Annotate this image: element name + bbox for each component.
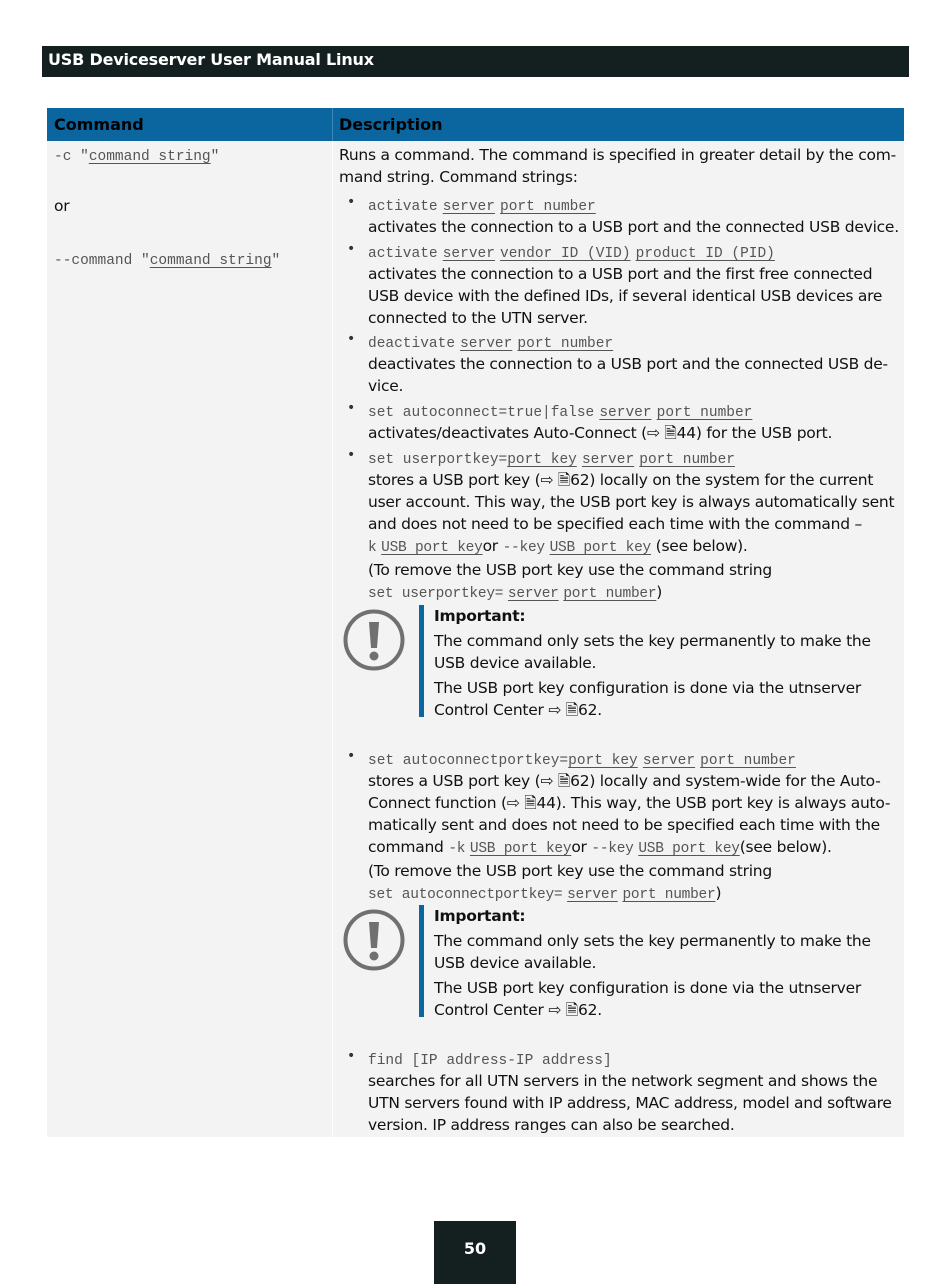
command-keyword: set autoconnectportkey= (368, 887, 563, 903)
page-icon: 🗎 (524, 794, 537, 812)
command-arg: server (567, 887, 618, 903)
page-number: 50 (434, 1221, 516, 1284)
bullet (347, 758, 353, 764)
note-text: The command only sets the key permanently to make the (434, 632, 871, 650)
description-intro-line1: Runs a command. The command is specified in greater detail by the com- (339, 146, 896, 164)
item-text: stores a USB port key ( (368, 772, 541, 790)
command-keyword: find [IP address-IP address] (368, 1053, 612, 1069)
bullet (347, 457, 353, 463)
command-arg: USB port key (381, 540, 483, 556)
note-content (434, 605, 904, 721)
item-text: (see below). (739, 838, 832, 856)
item-description-line: USB device with the defined IDs, if several identical USB devices are (368, 287, 883, 305)
item-text: ) (656, 583, 663, 601)
item-description-line: user account. This way, the USB port key is always automatically sent (368, 493, 895, 511)
note-text: The command only sets the key permanently to make the (434, 932, 871, 950)
page-icon: 🗎 (557, 772, 571, 790)
command-long-prefix: --command " (54, 253, 150, 269)
list-item-set-autoconnectportkey (368, 747, 903, 906)
list-item-deactivate (368, 330, 903, 397)
page-ref-number: 62. (577, 701, 602, 719)
command-short-suffix: " (210, 149, 220, 165)
item-description-line: activates the connection to a USB port and the first free connected (368, 265, 873, 283)
command-arg: port number (700, 753, 796, 769)
command-arg: server (581, 452, 635, 468)
command-arg: port key (568, 753, 638, 769)
note-text: USB device available. (434, 954, 597, 972)
command-arg: product ID (PID) (635, 246, 775, 262)
command-arg: port number (656, 405, 753, 421)
command-arg: port number (500, 199, 596, 215)
item-text: ) locally on the system for the current (589, 471, 874, 489)
item-text: or (482, 537, 498, 555)
note-text: The USB port key configuration is done via the utnserver (434, 979, 861, 997)
note-text: USB device available. (434, 654, 597, 672)
command-arg: vendor ID (VID) (500, 246, 631, 262)
item-text: activates/deactivates Auto-Connect ( (368, 424, 647, 442)
exclamation-circle-icon (343, 609, 405, 671)
page-reference[interactable] (507, 794, 556, 812)
page-reference[interactable] (548, 1001, 602, 1019)
item-description-line: and does not need to be specified each time with the command – (368, 515, 863, 533)
command-keyword: set autoconnect=true|false (368, 405, 595, 421)
page-icon: 🗎 (664, 424, 677, 442)
column-header-command: Command (54, 115, 144, 134)
page-ref-number: 62 (570, 471, 590, 489)
command-arg: port number (622, 887, 716, 903)
item-description-line: searches for all UTN servers in the network segment and shows the (368, 1072, 878, 1090)
note-text: The USB port key configuration is done via the utnserver (434, 679, 861, 697)
hollow-right-arrow-icon: ⇨ (548, 701, 562, 719)
item-text: ) locally and system-wide for the Auto- (589, 772, 881, 790)
list-item-activate-vid-pid (368, 240, 903, 329)
command-keyword: activate (368, 199, 438, 215)
note-content (434, 905, 904, 1021)
command-short-prefix: -c " (54, 149, 89, 165)
table-header-row (47, 108, 904, 141)
note-accent-bar (419, 605, 424, 717)
command-arg: server (442, 199, 495, 215)
page-ref-number: 44 (536, 794, 556, 812)
or-label: or (54, 197, 70, 215)
command-arg: port number (517, 336, 614, 352)
command-arg: USB port key (549, 540, 651, 556)
page-header: USB Deviceserver User Manual Linux (42, 46, 909, 77)
note-accent-bar (419, 905, 424, 1017)
note-text: Control Center (434, 701, 544, 719)
page-reference[interactable] (647, 424, 696, 442)
command-arg: port key (507, 452, 577, 468)
item-description-line: deactivates the connection to a USB port and the connected USB de- (368, 355, 888, 373)
page-ref-number: 44 (676, 424, 696, 442)
item-text: command (368, 838, 444, 856)
command-arg: USB port key (638, 841, 740, 857)
item-text: ) (715, 884, 722, 902)
command-arg: server (507, 586, 559, 602)
item-description-line: (To remove the USB port key use the command string (368, 561, 772, 579)
bullet (347, 1058, 353, 1064)
command-keyword: deactivate (368, 336, 456, 352)
command-flag: -k (448, 841, 466, 857)
page-ref-number: 62 (570, 772, 590, 790)
page-icon: 🗎 (565, 701, 578, 719)
item-text: Connect function ( (368, 794, 507, 812)
bullet (347, 204, 353, 210)
column-header-description: Description (339, 115, 443, 134)
command-flag: --key (591, 841, 634, 857)
page-reference[interactable] (540, 471, 589, 489)
command-arg: port number (563, 586, 657, 602)
note-title: Important: (434, 607, 526, 625)
item-text: (see below). (655, 537, 748, 555)
command-flag: --key (502, 540, 545, 556)
page-ref-number: 62. (577, 1001, 602, 1019)
item-text: ). This way, the USB port key is always auto- (555, 794, 891, 812)
command-long-form (54, 249, 280, 269)
page-reference[interactable] (540, 772, 589, 790)
important-note (343, 605, 903, 717)
list-item-set-userportkey (368, 446, 903, 605)
command-keyword: set userportkey= (368, 586, 504, 602)
hollow-right-arrow-icon: ⇨ (540, 471, 554, 489)
command-arg: server (642, 753, 696, 769)
item-description-line: UTN servers found with IP address, MAC address, model and software (368, 1094, 892, 1112)
item-description-line: (To remove the USB port key use the command string (368, 862, 772, 880)
command-keyword: set userportkey= (368, 452, 508, 468)
bullet (347, 251, 353, 257)
hollow-right-arrow-icon: ⇨ (540, 772, 554, 790)
command-arg: server (599, 405, 652, 421)
item-description-line: vice. (368, 377, 404, 395)
important-note (343, 905, 903, 1017)
item-text: stores a USB port key ( (368, 471, 541, 489)
command-arg: USB port key (469, 841, 572, 857)
item-description-line: connected to the UTN server. (368, 309, 588, 327)
hollow-right-arrow-icon: ⇨ (646, 424, 660, 442)
page-icon: 🗎 (557, 471, 571, 489)
command-arg: server (460, 336, 513, 352)
command-short-form (54, 145, 219, 165)
item-text: or (571, 838, 587, 856)
command-keyword: activate (368, 246, 438, 262)
command-long-arg: command string (149, 253, 272, 269)
exclamation-circle-icon (343, 909, 405, 971)
note-title: Important: (434, 907, 526, 925)
hollow-right-arrow-icon: ⇨ (548, 1001, 562, 1019)
command-table (47, 108, 904, 1137)
command-arg: port number (639, 452, 735, 468)
item-description: activates the connection to a USB port and the connected USB device. (368, 218, 899, 236)
hollow-right-arrow-icon: ⇨ (506, 794, 520, 812)
command-flag: k (368, 540, 377, 556)
bullet (347, 410, 353, 416)
list-item-activate-port (368, 193, 903, 238)
note-text: Control Center (434, 1001, 544, 1019)
bullet (347, 341, 353, 347)
page-reference[interactable] (548, 701, 602, 719)
command-keyword: set autoconnectportkey= (368, 753, 569, 769)
page-icon: 🗎 (565, 1001, 578, 1019)
column-divider-body (332, 141, 333, 1137)
column-divider (332, 108, 333, 141)
command-short-arg: command string (88, 149, 211, 165)
command-arg: server (442, 246, 495, 262)
description-intro-line2: mand string. Command strings: (339, 168, 578, 186)
item-text: ) for the USB port. (695, 424, 833, 442)
item-description-line: matically sent and does not need to be specified each time with the (368, 816, 880, 834)
command-long-suffix: " (271, 253, 281, 269)
list-item-find (368, 1047, 903, 1136)
list-item-set-autoconnect (368, 399, 903, 444)
item-description-line: version. IP address ranges can also be searched. (368, 1116, 735, 1134)
